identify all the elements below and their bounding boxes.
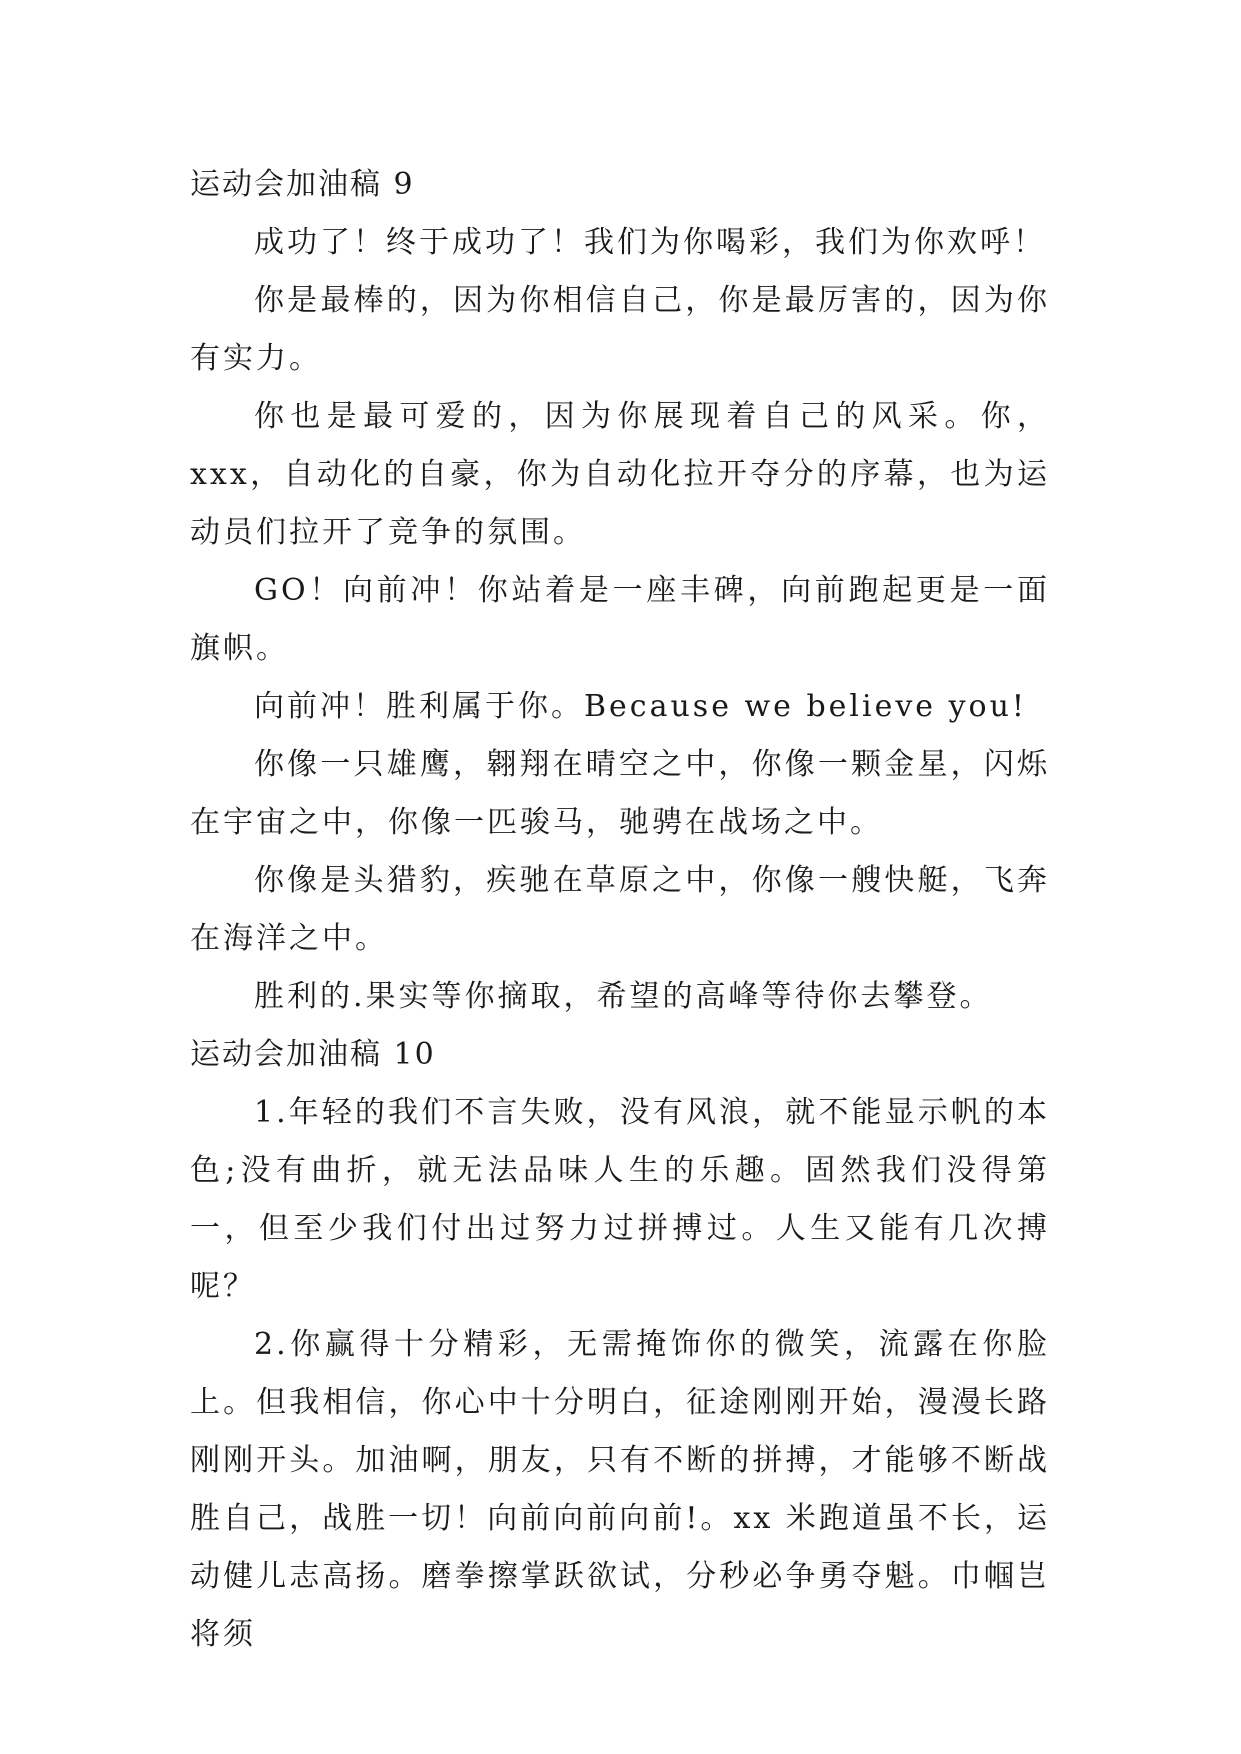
document-body [190, 156, 1050, 1664]
paragraph: 1.年轻的我们不言失败，没有风浪，就不能显示帆的本色;没有曲折，就无法品味人生的乐趣。固然我们没得第一，但至少我们付出过努力过拼搏过。人生又能有几次搏呢？ [190, 1095, 1050, 1304]
paragraph: 你是最棒的，因为你相信自己，你是最厉害的，因为你有实力。 [190, 283, 1050, 376]
section-heading-10: 运动会加油稿 10 [190, 1037, 436, 1072]
paragraph: 胜利的.果实等你摘取，希望的高峰等待你去攀登。 [254, 979, 993, 1014]
paragraph: 向前冲！胜利属于你。Because we believe you! [254, 689, 1027, 724]
paragraph: 你像一只雄鹰，翱翔在晴空之中，你像一颗金星，闪烁在宇宙之中，你像一匹骏马，驰骋在战场之中。 [190, 747, 1050, 840]
paragraph: 你也是最可爱的，因为你展现着自己的风采。你，xxx，自动化的自豪，你为自动化拉开夺分的序幕，也为运动员们拉开了竞争的氛围。 [190, 399, 1050, 550]
paragraph: GO！向前冲！你站着是一座丰碑，向前跑起更是一面旗帜。 [190, 573, 1050, 666]
section-heading-9: 运动会加油稿 9 [190, 167, 415, 202]
paragraph: 2.你赢得十分精彩，无需掩饰你的微笑，流露在你脸上。但我相信，你心中十分明白，征途刚刚开始，漫漫长路刚刚开头。加油啊，朋友，只有不断的拼搏，才能够不断战胜自己，战胜一切！向前向前向前!。xx 米跑道虽不长，运动健儿志高扬。磨拳擦掌跃欲试，分秒必争勇夺魁。巾帼岂将须 [190, 1327, 1050, 1652]
paragraph: 成功了！终于成功了！我们为你喝彩，我们为你欢呼！ [254, 225, 1046, 260]
paragraph: 你像是头猎豹，疾驰在草原之中，你像一艘快艇，飞奔在海洋之中。 [190, 863, 1050, 956]
